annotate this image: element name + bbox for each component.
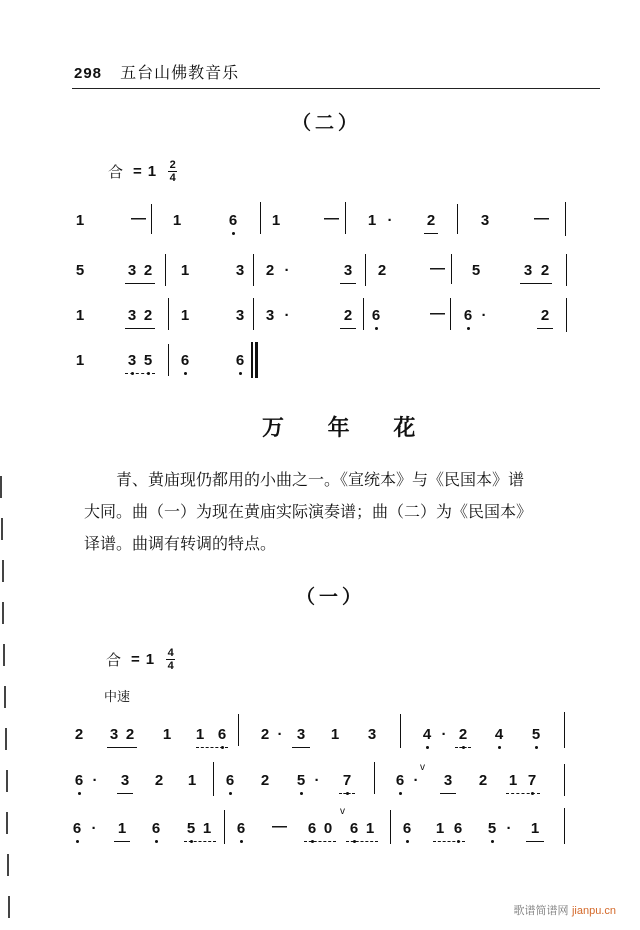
notation-glyph: 6 xyxy=(180,352,190,369)
barline xyxy=(457,204,458,234)
notation-glyph: · xyxy=(277,726,283,743)
notation-glyph: 2 xyxy=(154,772,164,789)
notation-glyph: 1 xyxy=(435,820,445,837)
barline xyxy=(151,204,152,234)
notation-glyph: 3 xyxy=(235,307,245,324)
margin-tick xyxy=(7,854,9,876)
margin-tick xyxy=(4,686,6,708)
notation-glyph: — xyxy=(430,305,445,322)
notation-glyph: — xyxy=(272,818,287,835)
notation-glyph: 5 xyxy=(531,726,541,743)
underline-beam xyxy=(526,841,544,842)
notation-glyph: 1 xyxy=(162,726,172,743)
description-line-1: 青、黄庙现仍都用的小曲之一。《宣统本》与《民国本》谱 xyxy=(116,470,525,489)
notation-glyph: — xyxy=(324,210,339,227)
notation-glyph: 2 xyxy=(265,262,275,279)
notation-glyph: 1 xyxy=(365,820,375,837)
underline-beam xyxy=(107,747,137,748)
barline xyxy=(365,254,366,286)
barline xyxy=(451,254,452,284)
underline-beam xyxy=(125,328,155,329)
margin-tick xyxy=(3,644,5,666)
underline-beam xyxy=(114,841,130,842)
barline xyxy=(251,342,253,378)
notation-glyph: 1 xyxy=(180,307,190,324)
notation-glyph: 3 xyxy=(109,726,119,743)
barline xyxy=(224,810,225,844)
watermark xyxy=(513,902,616,918)
notation-glyph: 6 xyxy=(395,772,405,789)
notation-glyph: 3 xyxy=(127,307,137,324)
notation-glyph: 2 xyxy=(125,726,135,743)
notation-glyph: 2 xyxy=(143,262,153,279)
underline-beam xyxy=(440,793,456,794)
notation-glyph: 1 xyxy=(530,820,540,837)
barline xyxy=(168,298,169,330)
notation-glyph: 1 xyxy=(508,772,518,789)
notation-glyph: · xyxy=(284,307,290,324)
notation-glyph: 1 xyxy=(187,772,197,789)
underline-beam xyxy=(424,233,438,234)
notation-glyph: 5 xyxy=(487,820,497,837)
notation-glyph: · xyxy=(506,820,512,837)
underline-beam xyxy=(125,373,155,374)
description-line-3: 译谱。曲调有转调的特点。 xyxy=(84,534,277,553)
underline-beam xyxy=(117,793,133,794)
margin-tick xyxy=(5,728,7,750)
notation-glyph: 3 xyxy=(480,212,490,229)
key-tonic: 1 xyxy=(147,163,157,180)
notation-glyph: 3 xyxy=(265,307,275,324)
notation-glyph: 3 xyxy=(120,772,130,789)
key-he: 合 xyxy=(108,163,124,181)
notation-glyph: 5 xyxy=(186,820,196,837)
notation-glyph: 7 xyxy=(527,772,537,789)
notation-glyph: — xyxy=(430,260,445,277)
notation-glyph: 1 xyxy=(172,212,182,229)
underline-beam xyxy=(340,328,356,329)
notation-glyph: 1 xyxy=(330,726,340,743)
underline-beam xyxy=(125,283,155,284)
notation-glyph: 6 xyxy=(228,212,238,229)
notation-glyph: 2 xyxy=(540,307,550,324)
barline xyxy=(566,254,567,286)
notation-glyph: · xyxy=(387,212,393,229)
notation-glyph: 2 xyxy=(74,726,84,743)
notation-glyph: · xyxy=(441,726,447,743)
notation-glyph: 1 xyxy=(75,307,85,324)
page-number: 298 xyxy=(74,65,103,82)
barline xyxy=(450,298,451,330)
key-signature-prev xyxy=(108,160,177,183)
notation-glyph: 5 xyxy=(143,352,153,369)
notation-glyph: 1 xyxy=(117,820,127,837)
notation-glyph: 6 xyxy=(349,820,359,837)
notation-glyph: 5 xyxy=(471,262,481,279)
notation-glyph: 6 xyxy=(402,820,412,837)
notation-glyph: 2 xyxy=(540,262,550,279)
notation-glyph: · xyxy=(91,820,97,837)
barline xyxy=(168,344,169,376)
underline-beam xyxy=(346,841,378,842)
margin-tick xyxy=(2,560,4,582)
notation-glyph: 3 xyxy=(523,262,533,279)
barline xyxy=(165,254,166,286)
notation-glyph: 3 xyxy=(127,262,137,279)
underline-beam xyxy=(537,328,553,329)
underline-beam xyxy=(196,747,228,748)
underline-beam xyxy=(455,747,471,748)
margin-tick xyxy=(6,812,8,834)
notation-glyph: 1 xyxy=(271,212,281,229)
barline xyxy=(564,764,565,796)
notation-glyph: 5 xyxy=(296,772,306,789)
notation-glyph: 2 xyxy=(260,772,270,789)
notation-glyph: 6 xyxy=(225,772,235,789)
margin-tick xyxy=(2,602,4,624)
margin-tick xyxy=(8,896,10,918)
tempo-marking: 中速 xyxy=(104,690,131,705)
underline-beam xyxy=(184,841,216,842)
notation-glyph: 3 xyxy=(296,726,306,743)
notation-glyph: 4 xyxy=(494,726,504,743)
notation-glyph: · xyxy=(92,772,98,789)
notation-glyph: · xyxy=(413,772,419,789)
notation-glyph: 5 xyxy=(75,262,85,279)
key-eq: = xyxy=(133,163,142,180)
barline xyxy=(390,810,391,844)
notation-glyph: 6 xyxy=(371,307,381,324)
barline xyxy=(564,712,565,748)
barline xyxy=(238,714,239,746)
key-tonic: 1 xyxy=(145,651,155,668)
underline-beam xyxy=(340,283,356,284)
time-signature-prev: $\frac{2}{4}$ xyxy=(169,159,176,184)
barline xyxy=(374,762,375,794)
margin-tick xyxy=(6,770,8,792)
underline-beam xyxy=(506,793,540,794)
margin-tick xyxy=(1,518,3,540)
notation-glyph: 1 xyxy=(195,726,205,743)
notation-glyph: 2 xyxy=(343,307,353,324)
notation-glyph: 6 xyxy=(463,307,473,324)
time-signature: $\frac{4}{4}$ xyxy=(167,647,174,672)
margin-tick xyxy=(0,476,2,498)
underline-beam xyxy=(433,841,465,842)
notation-glyph: 6 xyxy=(235,352,245,369)
underline-beam xyxy=(339,793,355,794)
notation-glyph: 1 xyxy=(75,352,85,369)
breath-mark: v xyxy=(340,806,345,817)
notation-glyph: 3 xyxy=(443,772,453,789)
notation-glyph: 1 xyxy=(367,212,377,229)
notation-glyph: 2 xyxy=(377,262,387,279)
notation-glyph: 2 xyxy=(260,726,270,743)
section-label: （一） xyxy=(296,586,366,608)
watermark-domain: jianpu.cn xyxy=(571,905,616,917)
page-header xyxy=(74,60,239,83)
notation-glyph: 1 xyxy=(180,262,190,279)
barline xyxy=(255,342,258,378)
barline xyxy=(564,808,565,844)
notation-glyph: 3 xyxy=(127,352,137,369)
notation-glyph: 2 xyxy=(458,726,468,743)
notation-glyph: 6 xyxy=(307,820,317,837)
header-rule xyxy=(72,88,600,89)
barline xyxy=(566,298,567,332)
notation-glyph: 0 xyxy=(323,820,333,837)
barline xyxy=(253,298,254,330)
breath-mark: v xyxy=(420,762,425,773)
notation-glyph: — xyxy=(534,210,549,227)
watermark-cn: 歌谱简谱网 xyxy=(513,904,569,917)
notation-glyph: 1 xyxy=(75,212,85,229)
piece-description xyxy=(84,464,604,560)
barline xyxy=(400,714,401,748)
notation-glyph: 6 xyxy=(74,772,84,789)
underline-beam xyxy=(292,747,310,748)
notation-glyph: 3 xyxy=(343,262,353,279)
notation-glyph: 6 xyxy=(72,820,82,837)
book-title: 五台山佛教音乐 xyxy=(120,63,240,82)
notation-glyph: 4 xyxy=(422,726,432,743)
barline xyxy=(363,298,364,330)
barline xyxy=(565,202,566,236)
barline xyxy=(345,202,346,234)
notation-glyph: · xyxy=(481,307,487,324)
underline-beam xyxy=(304,841,336,842)
notation-glyph: 2 xyxy=(143,307,153,324)
key-eq: = xyxy=(131,651,140,668)
key-he: 合 xyxy=(106,651,122,669)
notation-glyph: 7 xyxy=(342,772,352,789)
section-label-prev: （二） xyxy=(292,112,362,134)
notation-glyph: 6 xyxy=(236,820,246,837)
notation-glyph: · xyxy=(284,262,290,279)
barline xyxy=(213,762,214,796)
notation-glyph: 2 xyxy=(426,212,436,229)
notation-glyph: 6 xyxy=(453,820,463,837)
piece-title: 万 年 花 xyxy=(262,415,434,441)
notation-glyph: 6 xyxy=(217,726,227,743)
barline xyxy=(253,254,254,286)
notation-glyph: 2 xyxy=(478,772,488,789)
barline xyxy=(260,202,261,234)
description-line-2: 大同。曲（一）为现在黄庙实际演奏谱；曲（二）为《民国本》 xyxy=(84,502,533,521)
notation-glyph: 3 xyxy=(367,726,377,743)
notation-glyph: · xyxy=(314,772,320,789)
notation-glyph: 1 xyxy=(202,820,212,837)
notation-glyph: 3 xyxy=(235,262,245,279)
underline-beam xyxy=(520,283,552,284)
notation-glyph: 6 xyxy=(151,820,161,837)
key-signature xyxy=(106,648,175,671)
notation-glyph: — xyxy=(131,210,146,227)
